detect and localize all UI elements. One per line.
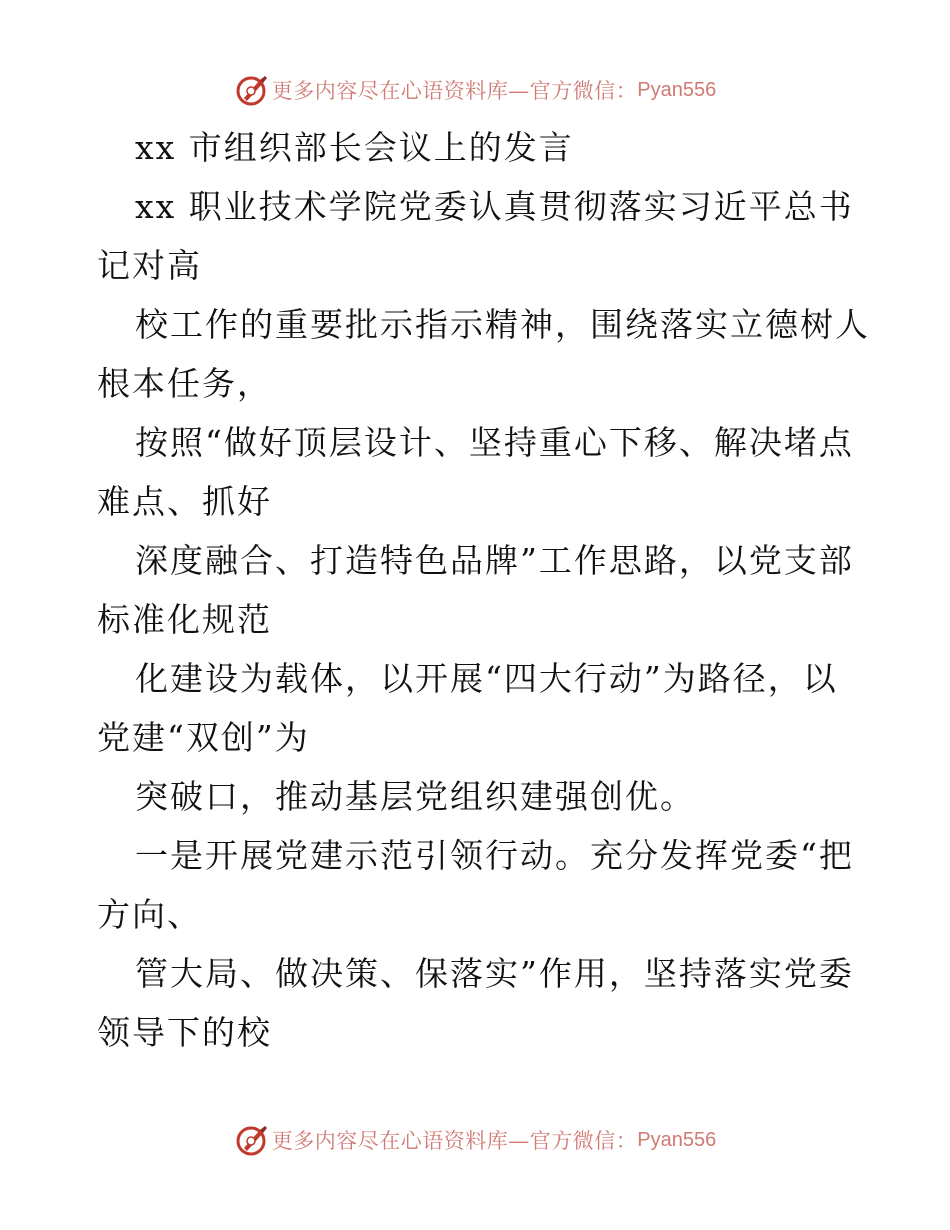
text-line: 深度融合、打造特色品牌”工作思路，以党支部 (135, 541, 854, 580)
text-line: 突破口，推动基层党组织建强创优。 (135, 777, 695, 816)
text-line: 标准化规范 (97, 600, 272, 639)
text-line: 难点、抓好 (97, 482, 272, 521)
text-line: 领导下的校 (97, 1013, 272, 1052)
brand-logo-icon (234, 72, 270, 108)
watermark-text: 更多内容尽在心语资料库—官方微信： (271, 79, 638, 103)
text-line: 党建“双创”为 (97, 718, 310, 757)
watermark-wechat-id: Pyan556 (637, 1128, 717, 1151)
title-line: xx 市组织部长会议上的发言 (135, 128, 574, 167)
text-line: 校工作的重要批示指示精神，围绕落实立德树人 (135, 305, 870, 344)
footer-watermark (0, 1120, 950, 1160)
text-line: 记对高 (97, 246, 202, 285)
document-body (97, 118, 870, 1062)
text-line: 化建设为载体，以开展“四大行动”为路径，以 (135, 659, 838, 698)
text-line: 一是开展党建示范引领行动。充分发挥党委“把 (135, 836, 854, 875)
text-line: 根本任务， (97, 364, 272, 403)
text-line: 按照“做好顶层设计、坚持重心下移、解决堵点 (135, 423, 854, 462)
header-watermark (0, 70, 950, 110)
watermark-text: 更多内容尽在心语资料库—官方微信： (271, 1129, 638, 1153)
text-line: 方向、 (97, 895, 202, 934)
brand-logo-icon (234, 1122, 270, 1158)
watermark-wechat-id: Pyan556 (637, 78, 717, 101)
text-line: xx 职业技术学院党委认真贯彻落实习近平总书 (135, 187, 854, 226)
text-line: 管大局、做决策、保落实”作用，坚持落实党委 (135, 954, 854, 993)
